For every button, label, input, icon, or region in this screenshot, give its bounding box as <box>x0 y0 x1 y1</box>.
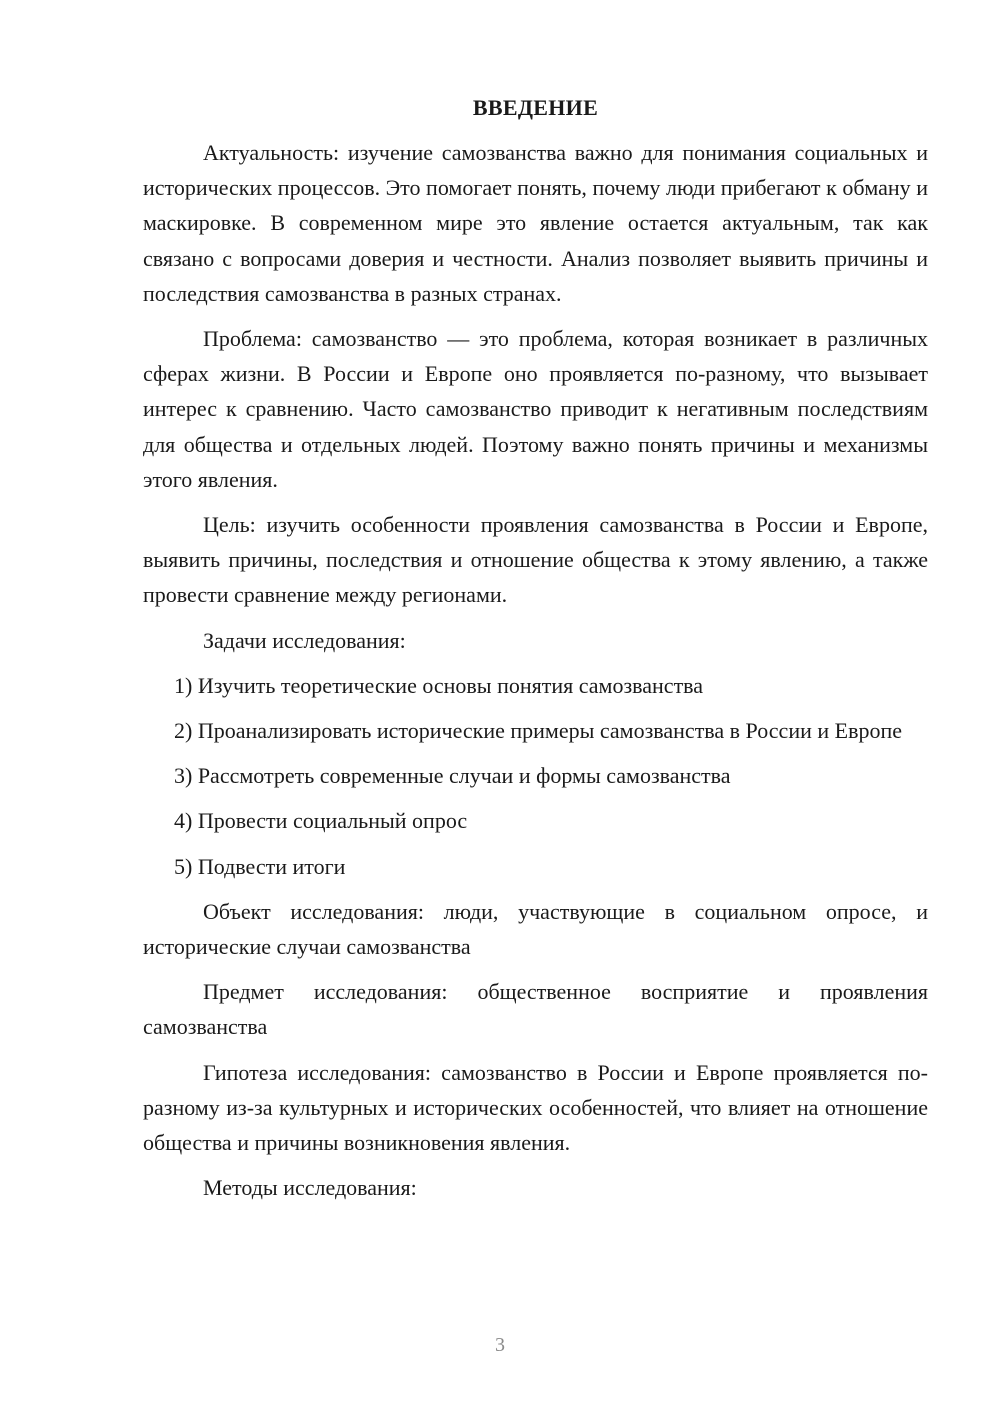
page-number: 3 <box>495 1334 505 1356</box>
paragraph-tasks-title: Задачи исследования: <box>203 627 406 653</box>
task-item-2: 2) Проанализировать исторические примеры самозванства в России и Европе <box>174 718 903 744</box>
document-page <box>143 90 928 1205</box>
section-heading: ВВЕДЕНИЕ <box>472 95 599 120</box>
task-item-1: 1) Изучить теоретические основы понятия самозванства <box>174 672 704 698</box>
paragraph-hypothesis: Гипотеза исследования: самозванство в России и Европе проявляется по-разному из-за культурных и исторических особенностей, что влияет на отношение общества и причины возникновения явления. <box>143 1059 928 1156</box>
task-item-3: 3) Рассмотреть современные случаи и формы самозванства <box>174 763 731 789</box>
paragraph-methods-title: Методы исследования: <box>203 1175 417 1201</box>
paragraph-problem: Проблема: самозванство — это проблема, которая возникает в различных сферах жизни. В России и Европе оно проявляется по-разному, что вызывает интерес к сравнению. Часто самозванство приводит к негативным последствиям для общества и отдельных людей. Поэтому важно понять причины и механизмы этого явления. <box>143 326 928 492</box>
task-item-4: 4) Провести социальный опрос <box>174 808 468 834</box>
paragraph-goal: Цель: изучить особенности проявления самозванства в России и Европе, выявить причины, последствия и отношение общества к этому явлению, а также провести сравнение между регионами. <box>143 512 928 608</box>
paragraph-relevance: Актуальность: изучение самозванства важно для понимания социальных и исторических процессов. Это помогает понять, почему люди прибегают к обману и маскировке. В современном мире это явление остается актуальным, так как связано с вопросами доверия и честности. Анализ позволяет выявить причины и последствия самозванства в разных странах. <box>143 140 928 306</box>
task-item-5: 5) Подвести итоги <box>174 853 346 879</box>
paragraph-object: Объект исследования: люди, участвующие в социальном опросе, и исторические случаи самозванства <box>143 898 928 960</box>
paragraph-subject: Предмет исследования: общественное восприятие и проявления самозванства <box>143 979 928 1040</box>
